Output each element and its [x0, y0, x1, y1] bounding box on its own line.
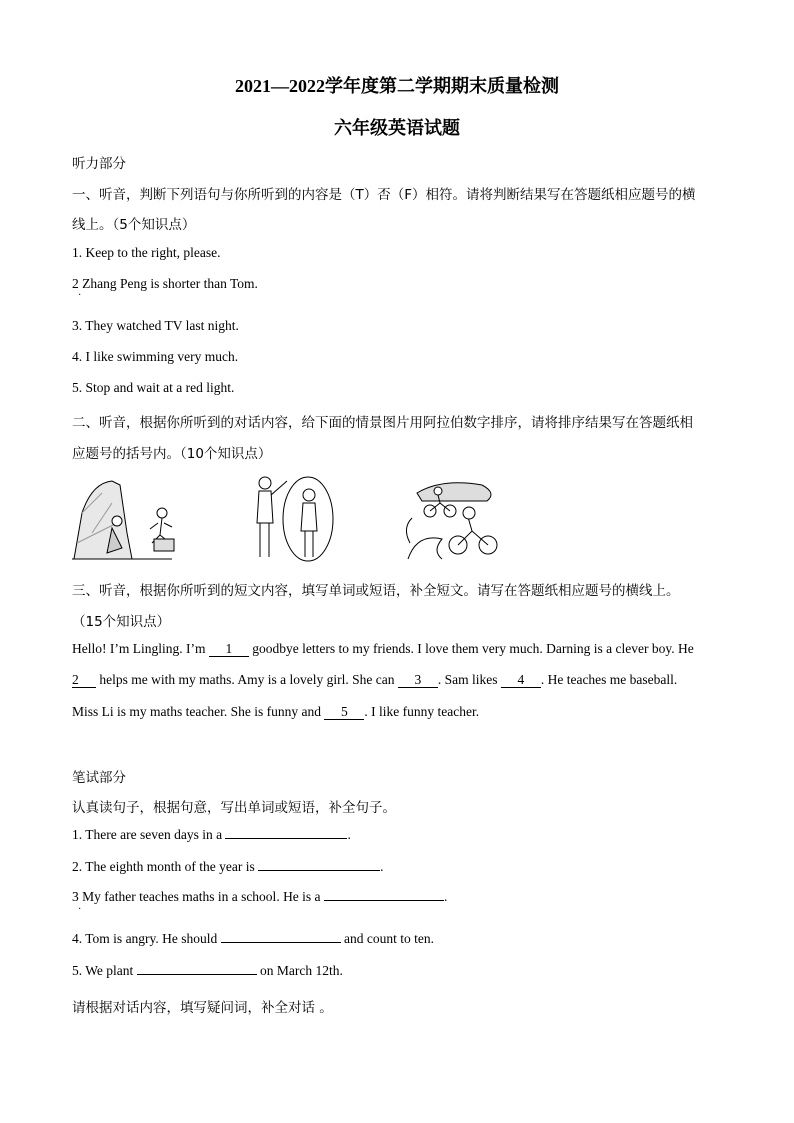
passage-line-1 — [72, 641, 694, 657]
part1-instruction-line2: 线上。（5个知识点） — [72, 217, 196, 233]
blank-4[interactable]: 4 — [501, 673, 541, 688]
list-item: 1. Keep to the right, please. — [72, 245, 221, 260]
part2-instruction-line1: 二、听音，根据你所听到的对话内容，给下面的情景图片用阿拉伯数字排序，请将排序结果写在答题纸相 — [72, 415, 693, 431]
list-item: 2 Zhang Peng is shorter than Tom. — [72, 276, 258, 291]
blank-5[interactable]: 5 — [324, 705, 364, 720]
sentence-text: . — [443, 889, 448, 904]
cycling-picture — [406, 483, 497, 559]
sentence-text: 2. The eighth month of the year is — [72, 859, 259, 874]
camping-tent-picture — [72, 481, 174, 559]
sentence-text: . — [347, 827, 351, 842]
answer-blank[interactable] — [225, 838, 347, 839]
answer-blank[interactable] — [221, 942, 341, 943]
blank-2[interactable]: 2 — [72, 673, 96, 688]
sentence-text: 4. Tom is angry. He should — [72, 931, 221, 946]
list-item: 4. I like swimming very much. — [72, 349, 239, 364]
sentence-2 — [72, 859, 383, 875]
dialogue-instruction: 请根据对话内容，填写疑问词，补全对话 。 — [72, 1000, 333, 1016]
sentence-3 — [72, 889, 447, 905]
writing-section-label: 笔试部分 — [72, 770, 126, 786]
passage-text: Hello! I’m Lingling. I’m — [72, 641, 209, 656]
two-boys-picture — [257, 477, 333, 561]
sentence-text: 5. We plant — [72, 963, 137, 978]
page-subtitle: 六年级英语试题 — [334, 118, 460, 138]
sentence-text: on March 12th. — [256, 963, 343, 978]
blank-3[interactable]: 3 — [398, 673, 438, 688]
passage-text: . He teaches me baseball. — [540, 672, 678, 687]
answer-blank[interactable] — [258, 870, 380, 871]
passage-text: Miss Li is my maths teacher. She is funny and — [72, 704, 325, 719]
sentence-1 — [72, 827, 351, 843]
part1-instruction-line1: 一、听音，判断下列语句与你所听到的内容是（T）否（F）相符。请将判断结果写在答题纸相应题号的横 — [72, 187, 696, 203]
list-item: 5. Stop and wait at a red light. — [72, 380, 235, 395]
part3-instruction-line1: 三、听音，根据你所听到的短文内容，填写单词或短语，补全短文。请写在答题纸相应题号的横线上。 — [72, 583, 680, 599]
part3-instruction-line2: （15个知识点） — [72, 614, 171, 630]
sentence-text: 1. There are seven days in a — [72, 827, 226, 842]
list-item: 3. They watched TV last night. — [72, 318, 239, 333]
page-title: 2021—2022学年度第二学期期末质量检测 — [235, 76, 559, 96]
passage-text: helps me with my maths. Amy is a lovely girl. She can — [96, 672, 398, 687]
sentence-text: and count to ten. — [340, 931, 435, 946]
passage-text: . Sam likes — [437, 672, 501, 687]
passage-line-3 — [72, 704, 479, 720]
answer-blank[interactable] — [324, 900, 444, 901]
answer-blank[interactable] — [137, 974, 257, 975]
stray-dot: · — [78, 290, 82, 301]
sentence-text: . — [380, 859, 384, 874]
passage-text: goodbye letters to my friends. I love them very much. Darning is a clever boy. He — [248, 641, 694, 656]
sentence-5 — [72, 963, 343, 979]
part2-instruction-line2: 应题号的括号内。（10个知识点） — [72, 446, 272, 462]
passage-text: . I like funny teacher. — [364, 704, 480, 719]
stray-dot: · — [78, 904, 82, 915]
scene-pictures — [72, 473, 512, 563]
sentence-4 — [72, 931, 434, 947]
writing-instruction: 认真读句子，根据句意，写出单词或短语，补全句子。 — [72, 800, 396, 816]
sentence-text: 3 My father teaches maths in a school. He is a — [72, 889, 324, 904]
blank-1[interactable]: 1 — [209, 642, 249, 657]
passage-line-2 — [72, 672, 677, 688]
listening-section-label: 听力部分 — [72, 156, 126, 172]
